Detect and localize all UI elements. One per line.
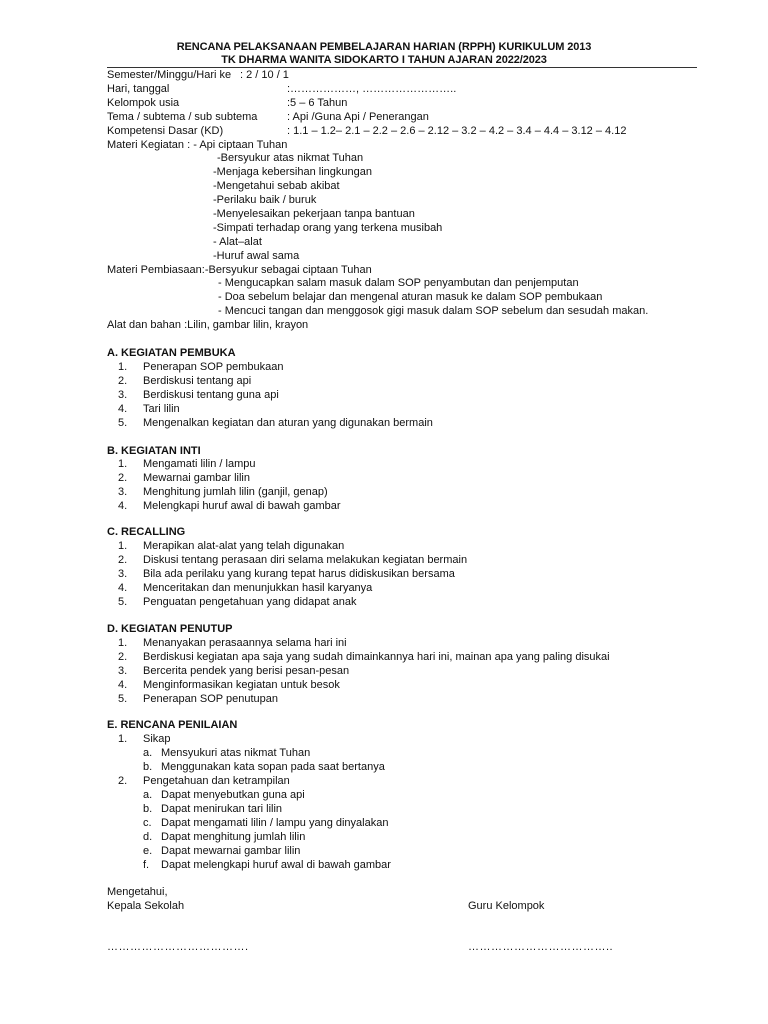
list-item: Dapat menyebutkan guna api [161,789,305,801]
tema-label: Tema / subtema / sub subtema [107,111,258,123]
list-marker: 1. [118,733,128,745]
list-item: Penguatan pengetahuan yang didapat anak [143,596,357,608]
list-marker: 3. [118,568,128,580]
list-marker: 1. [118,458,128,470]
materi-kegiatan-item: -Menjaga kebersihan lingkungan [213,166,372,178]
list-item: Dapat menirukan tari lilin [161,803,283,815]
mengetahui-label: Mengetahui, [107,886,168,898]
list-item: Dapat mengamati lilin / lampu yang dinyalakan [161,817,389,829]
materi-kegiatan-item: -Mengetahui sebab akibat [213,180,340,192]
materi-pembiasaan-item: - Doa sebelum belajar dan mengenal aturan masuk ke dalam SOP pembukaan [218,291,603,303]
list-marker: a. [143,747,153,759]
list-marker: b. [143,761,153,773]
section-c-heading: C. RECALLING [107,526,186,538]
title-underline [107,67,697,68]
list-marker: a. [143,789,153,801]
semester-value: : 2 / 10 / 1 [240,69,289,81]
list-item: Melengkapi huruf awal di bawah gambar [143,500,341,512]
materi-pembiasaan-item: - Mencuci tangan dan menggosok gigi masuk dalam SOP sebelum dan sesudah makan. [218,305,649,317]
signature-line-left: ………………………………. [107,941,249,953]
list-item: Menanyakan perasaannya selama hari ini [143,637,347,649]
document-subtitle: TK DHARMA WANITA SIDOKARTO I TAHUN AJARAN 2022/2023 [221,54,547,66]
list-marker: f. [143,859,150,871]
list-item: Diskusi tentang perasaan diri selama melakukan kegiatan bermain [143,554,468,566]
semester-label: Semester/Minggu/Hari ke [107,69,232,81]
list-item: Penerapan SOP penutupan [143,693,278,705]
list-marker: 1. [118,637,128,649]
list-item: Tari lilin [143,403,180,415]
list-item: Dapat mewarnai gambar lilin [161,845,301,857]
list-marker: 5. [118,596,128,608]
section-a-heading: A. KEGIATAN PEMBUKA [107,347,236,359]
list-item: Menggunakan kata sopan pada saat bertanya [161,761,385,773]
list-marker: 4. [118,403,128,415]
materi-kegiatan-item: -Simpati terhadap orang yang terkena musibah [213,222,443,234]
list-marker: 4. [118,500,128,512]
list-marker: 2. [118,651,128,663]
list-item: Berdiskusi tentang guna api [143,389,279,401]
materi-kegiatan-item: - Alat–alat [213,236,262,248]
list-marker: 3. [118,389,128,401]
section-b-heading: B. KEGIATAN INTI [107,445,201,457]
list-marker: 3. [118,486,128,498]
list-item: Merapikan alat-alat yang telah digunakan [143,540,345,552]
materi-kegiatan-label: Materi Kegiatan : - Api ciptaan Tuhan [107,139,288,151]
guru-kelompok-label: Guru Kelompok [468,900,545,912]
list-item: Berdiskusi tentang api [143,375,252,387]
section-d-heading: D. KEGIATAN PENUTUP [107,623,233,635]
list-marker: d. [143,831,153,843]
list-marker: 2. [118,375,128,387]
materi-pembiasaan-label: Materi Pembiasaan:-Bersyukur sebagai ciptaan Tuhan [107,264,372,276]
list-item: Dapat melengkapi huruf awal di bawah gambar [161,859,391,871]
pengetahuan-label: Pengetahuan dan ketrampilan [143,775,290,787]
list-item: Mengenalkan kegiatan dan aturan yang digunakan bermain [143,417,433,429]
kepala-sekolah-label: Kepala Sekolah [107,900,185,912]
materi-kegiatan-item: -Perilaku baik / buruk [213,194,317,206]
list-marker: c. [143,817,152,829]
tema-value: : Api /Guna Api / Penerangan [287,111,429,123]
list-item: Mengamati lilin / lampu [143,458,256,470]
section-e-heading: E. RENCANA PENILAIAN [107,719,238,731]
list-marker: 3. [118,665,128,677]
hari-value: :………………, …………………….. [287,83,457,95]
list-item: Mensyukuri atas nikmat Tuhan [161,747,311,759]
list-item: Berdiskusi kegiatan apa saja yang sudah dimainkannya hari ini, mainan apa yang paling disukai [143,651,610,663]
list-marker: 1. [118,540,128,552]
list-item: Menginformasikan kegiatan untuk besok [143,679,340,691]
list-item: Dapat menghitung jumlah lilin [161,831,306,843]
list-marker: b. [143,803,153,815]
materi-kegiatan-item: -Menyelesaikan pekerjaan tanpa bantuan [213,208,415,220]
kelompok-label: Kelompok usia [107,97,180,109]
kelompok-value: :5 – 6 Tahun [287,97,348,109]
list-marker: 2. [118,472,128,484]
list-item: Bercerita pendek yang berisi pesan-pesan [143,665,350,677]
materi-kegiatan-item: -Huruf awal sama [213,250,300,262]
list-item: Penerapan SOP pembukaan [143,361,284,373]
list-item: Menceritakan dan menunjukkan hasil karyanya [143,582,373,594]
kd-value: : 1.1 – 1.2– 2.1 – 2.2 – 2.6 – 2.12 – 3.2 – 4.2 – 3.4 – 4.4 – 3.12 – 4.12 [287,125,627,137]
list-marker: 4. [118,582,128,594]
kd-label: Kompetensi Dasar (KD) [107,125,224,137]
list-marker: e. [143,845,153,857]
document-title: RENCANA PELAKSANAAN PEMBELAJARAN HARIAN (RPPH) KURIKULUM 2013 [176,41,592,53]
list-marker: 1. [118,361,128,373]
list-item: Menghitung jumlah lilin (ganjil, genap) [143,486,328,498]
hari-label: Hari, tanggal [107,83,170,95]
materi-kegiatan-item: -Bersyukur atas nikmat Tuhan [217,152,364,164]
list-marker: 4. [118,679,128,691]
list-marker: 2. [118,554,128,566]
sikap-label: Sikap [143,733,171,745]
list-item: Bila ada perilaku yang kurang tepat harus didiskusikan bersama [143,568,455,580]
list-marker: 2. [118,775,128,787]
list-marker: 5. [118,417,128,429]
list-item: Mewarnai gambar lilin [143,472,250,484]
materi-pembiasaan-item: - Mengucapkan salam masuk dalam SOP penyambutan dan penjemputan [218,277,579,289]
signature-line-right: ……………………………….. [468,941,614,953]
alat-bahan: Alat dan bahan :Lilin, gambar lilin, krayon [107,319,309,331]
list-marker: 5. [118,693,128,705]
